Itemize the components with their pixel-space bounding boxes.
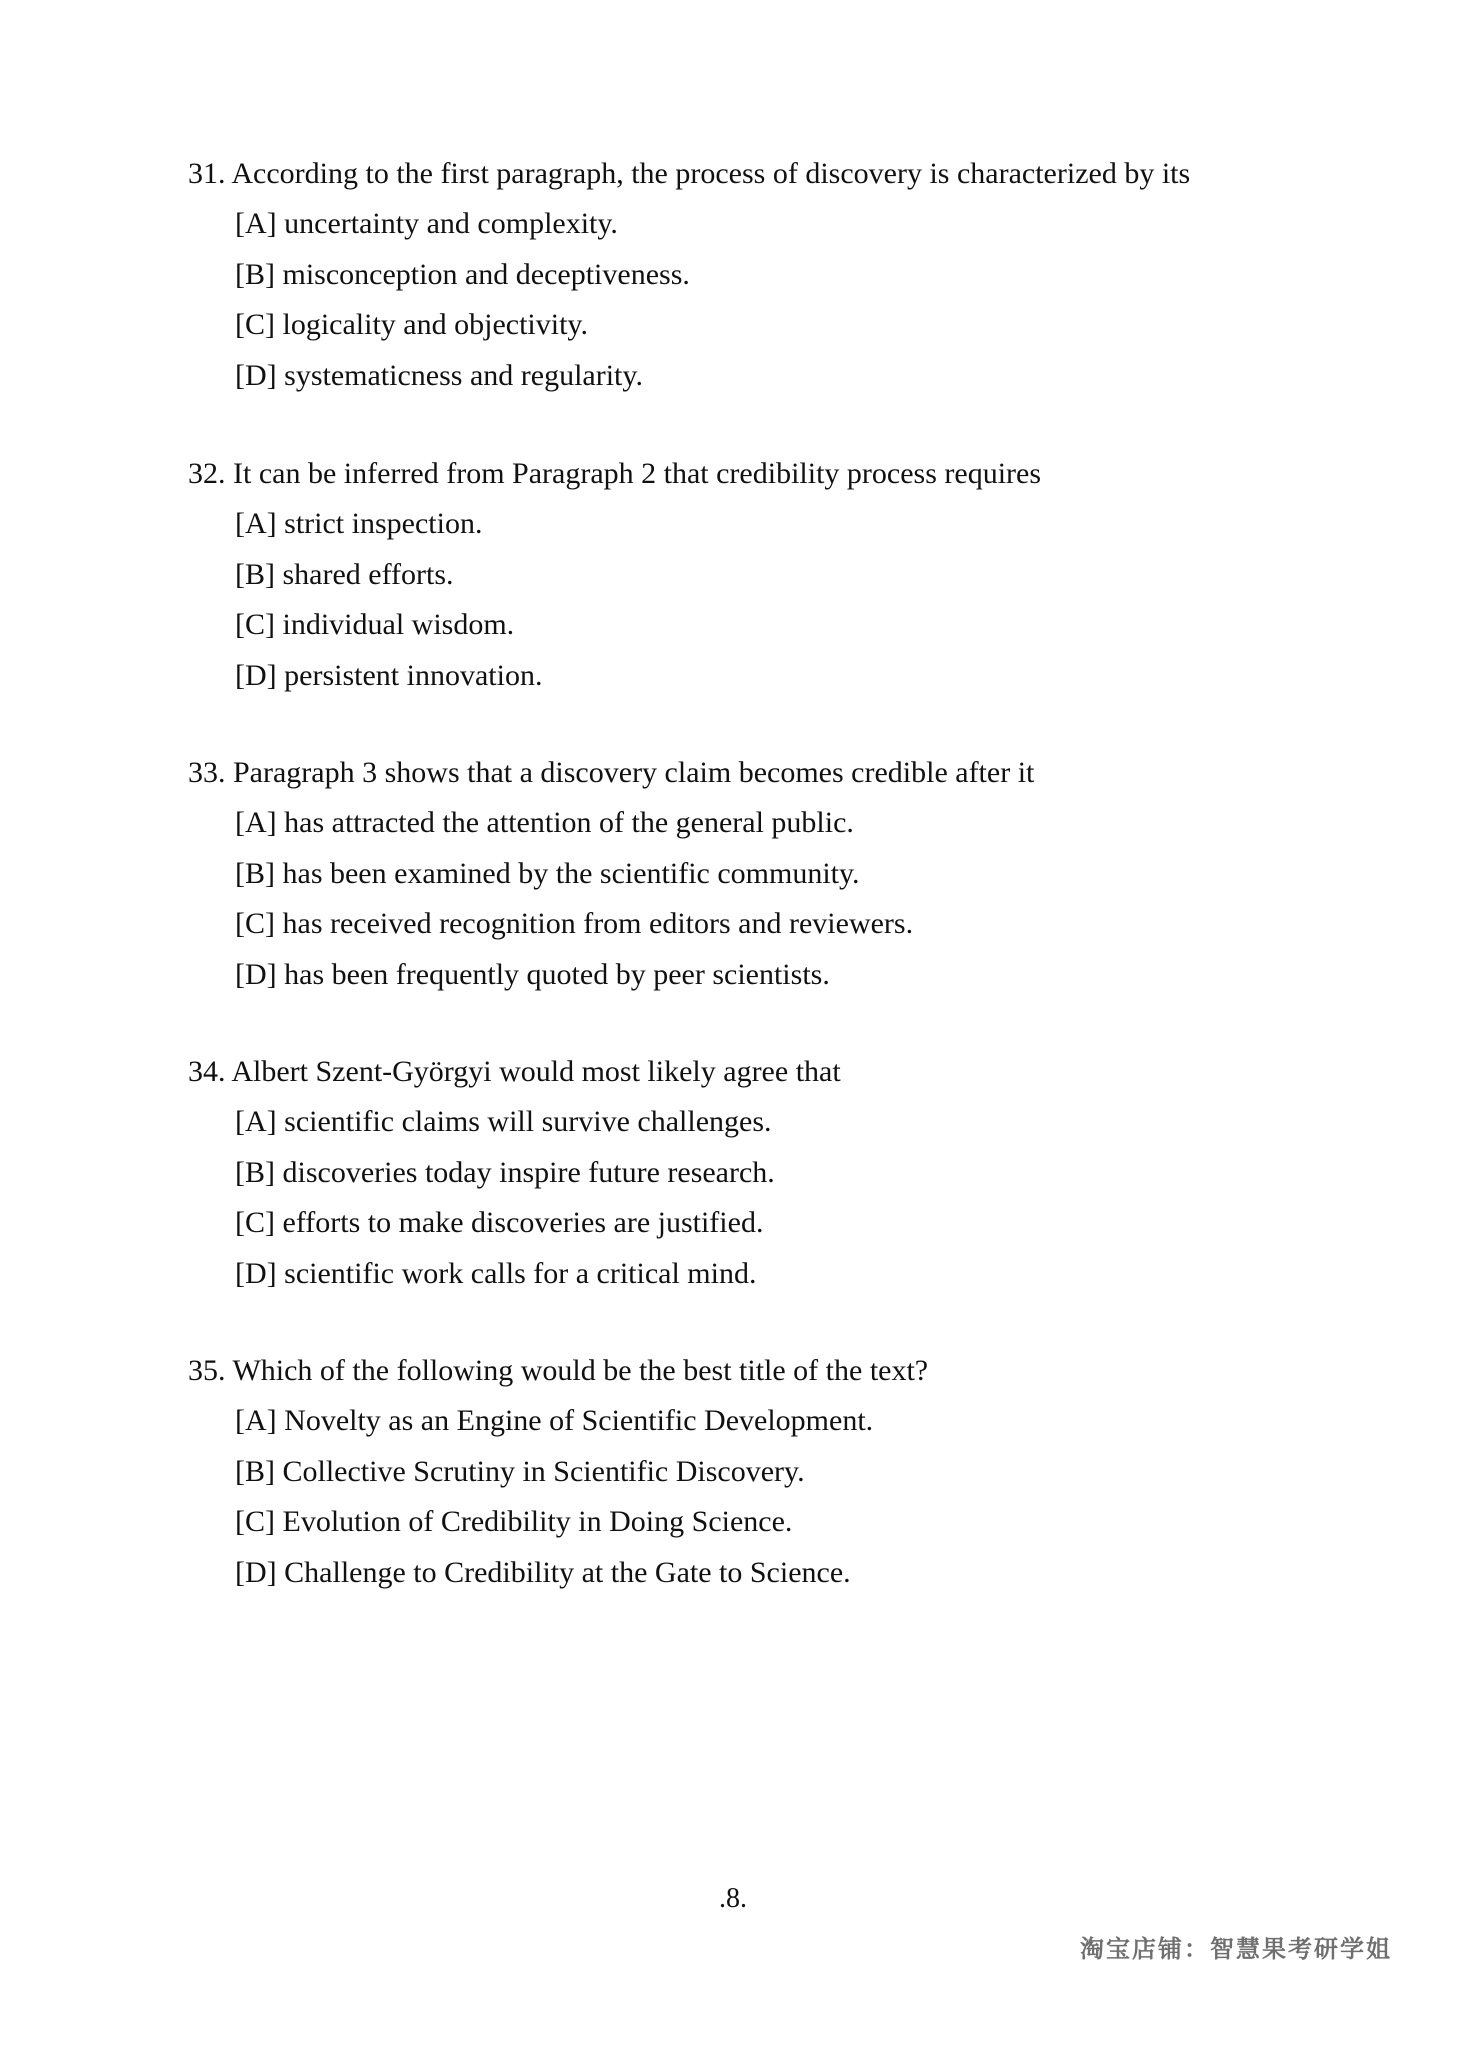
option-letter: [B] [235,856,275,890]
question-31 [188,149,1328,401]
option-text: scientific work calls for a critical mind. [284,1256,757,1290]
question-34 [188,1047,1328,1299]
option-letter: [A] [235,806,277,839]
option-letter: [D] [235,358,277,392]
question-number: 31. [188,157,226,190]
option-text: scientific claims will survive challenges. [284,1105,772,1138]
option-letter: [A] [235,1404,277,1437]
option-a [188,798,1328,849]
option-c [188,1198,1328,1249]
option-letter: [C] [235,308,275,341]
option-d [188,351,1328,402]
option-list [188,499,1328,701]
question-text: Which of the following would be the best title of the text? [232,1354,929,1387]
question-number: 33. [188,756,226,789]
option-a [188,499,1328,550]
question-number: 35. [188,1354,226,1387]
option-b [188,849,1328,900]
option-d [188,1249,1328,1300]
option-letter: [B] [235,257,275,291]
question-stem [188,1346,1328,1396]
question-stem [188,449,1328,499]
question-number: 34. [188,1055,226,1088]
option-letter: [C] [235,1206,275,1239]
option-text: misconception and deceptiveness. [282,257,690,291]
question-32 [188,449,1328,701]
question-text: Albert Szent-Györgyi would most likely agree that [231,1055,841,1088]
option-letter: [B] [235,1454,275,1488]
option-b [188,1447,1328,1498]
option-text: systematicness and regularity. [284,358,643,392]
page-number: .8. [719,1883,747,1914]
option-text: individual wisdom. [282,608,515,641]
option-text: shared efforts. [282,557,454,591]
option-list [188,798,1328,1000]
option-d [188,950,1328,1001]
option-b [188,250,1328,301]
option-text: Collective Scrutiny in Scientific Discovery. [282,1454,805,1488]
option-d [188,651,1328,702]
question-33 [188,748,1328,1000]
question-text: According to the first paragraph, the process of discovery is characterized by its [231,157,1191,190]
question-stem [188,149,1328,199]
option-letter: [C] [235,1505,275,1538]
option-b [188,550,1328,601]
option-letter: [C] [235,907,275,940]
question-stem [188,748,1328,798]
option-letter: [C] [235,608,275,641]
option-letter: [A] [235,207,277,240]
option-text: strict inspection. [284,507,483,540]
option-text: has received recognition from editors and reviewers. [282,907,914,940]
option-letter: [B] [235,557,275,591]
option-d [188,1548,1328,1599]
option-list [188,1396,1328,1598]
question-text: Paragraph 3 shows that a discovery claim becomes credible after it [233,756,1035,789]
option-letter: [D] [235,658,277,692]
option-text: logicality and objectivity. [282,308,588,341]
option-a [188,199,1328,250]
option-a [188,1396,1328,1447]
option-text: persistent innovation. [284,658,543,692]
option-text: efforts to make discoveries are justified. [282,1206,764,1239]
option-text: uncertainty and complexity. [284,207,618,240]
option-c [188,899,1328,950]
option-list [188,1097,1328,1299]
option-text: Evolution of Credibility in Doing Science. [282,1505,793,1538]
question-35 [188,1346,1328,1598]
option-c [188,1497,1328,1548]
option-letter: [D] [235,957,277,991]
question-text: It can be inferred from Paragraph 2 that credibility process requires [233,457,1042,490]
question-number: 32. [188,457,226,490]
option-text: has attracted the attention of the general public. [284,806,854,839]
option-a [188,1097,1328,1148]
shop-watermark: 淘宝店铺：智慧果考研学姐 [1080,1935,1392,1963]
option-c [188,600,1328,651]
option-text: discoveries today inspire future research. [282,1155,775,1189]
option-letter: [B] [235,1155,275,1189]
option-letter: [A] [235,507,277,540]
option-b [188,1148,1328,1199]
option-letter: [D] [235,1256,277,1290]
option-list [188,199,1328,401]
question-stem [188,1047,1328,1097]
option-c [188,300,1328,351]
option-text: has been examined by the scientific community. [282,856,860,890]
option-text: Novelty as an Engine of Scientific Development. [284,1404,874,1437]
option-text: has been frequently quoted by peer scientists. [284,957,830,991]
option-letter: [D] [235,1555,277,1589]
option-text: Challenge to Credibility at the Gate to Science. [284,1555,851,1589]
option-letter: [A] [235,1105,277,1138]
